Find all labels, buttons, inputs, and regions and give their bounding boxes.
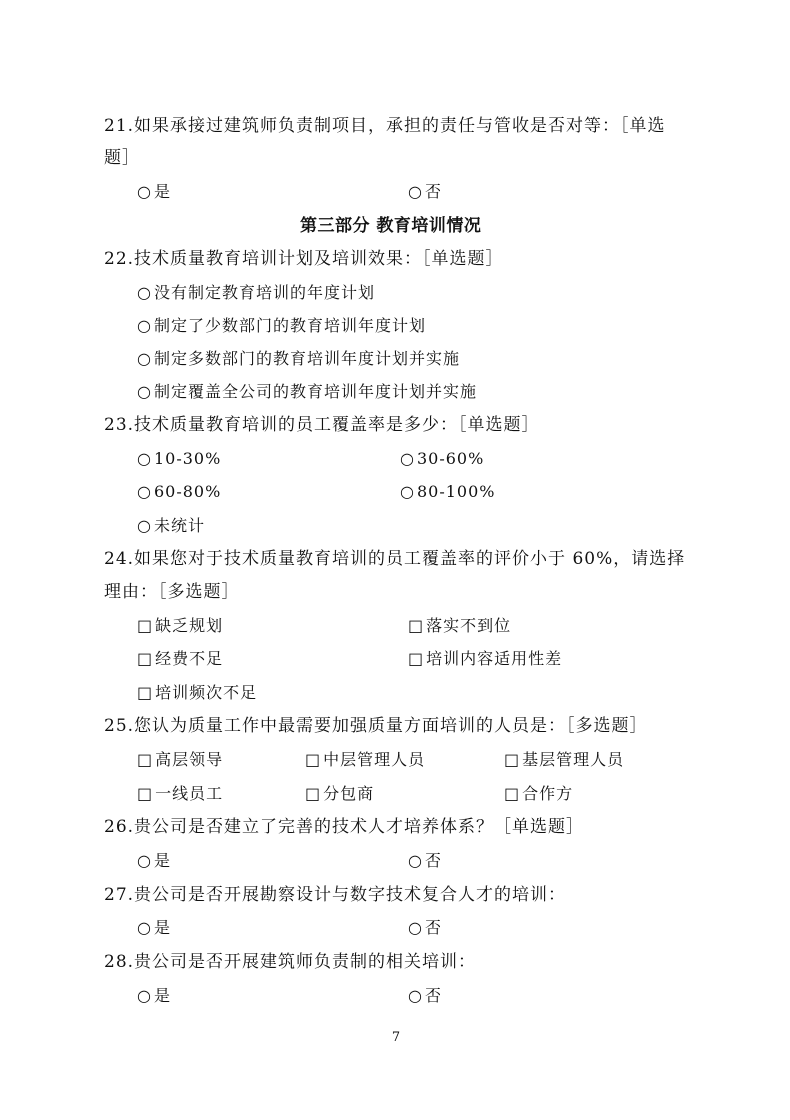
q24-option-c[interactable]: □ 经费不足 <box>137 647 223 671</box>
q24-option-d[interactable]: □ 培训内容适用性差 <box>408 647 562 671</box>
section-3-title: 第三部分 教育培训情况 <box>300 216 482 236</box>
checkbox-icon: □ <box>137 750 154 769</box>
q22-option-a[interactable]: ○ 没有制定教育培训的年度计划 <box>137 281 375 305</box>
q28-option-yes[interactable]: ○ 是 <box>137 984 171 1008</box>
radio-icon: ○ <box>408 182 423 201</box>
question-24-line1: 24.如果您对于技术质量教育培训的员工覆盖率的评价小于 60%，请选择 <box>104 549 686 569</box>
checkbox-icon: □ <box>137 616 154 635</box>
q25-option-c[interactable]: □ 基层管理人员 <box>504 748 624 772</box>
radio-icon: ○ <box>137 851 152 870</box>
question-25-text: 25.您认为质量工作中最需要加强质量方面培训的人员是：［多选题］ <box>104 716 648 736</box>
q24-option-e[interactable]: □ 培训频次不足 <box>137 681 257 705</box>
q28-option-no[interactable]: ○ 否 <box>408 984 442 1008</box>
radio-icon: ○ <box>137 449 152 468</box>
radio-icon: ○ <box>137 349 152 368</box>
question-23-text: 23.技术质量教育培训的员工覆盖率是多少：［单选题］ <box>104 415 540 435</box>
q27-option-yes[interactable]: ○ 是 <box>137 916 171 940</box>
radio-icon: ○ <box>408 918 423 937</box>
q25-option-b[interactable]: □ 中层管理人员 <box>305 748 425 772</box>
radio-icon: ○ <box>137 516 152 535</box>
checkbox-icon: □ <box>137 784 154 803</box>
radio-icon: ○ <box>408 851 423 870</box>
question-26-text: 26.贵公司是否建立了完善的技术人才培养体系？［单选题］ <box>104 817 585 837</box>
radio-icon: ○ <box>137 182 152 201</box>
question-22-text: 22.技术质量教育培训计划及培训效果：［单选题］ <box>104 249 504 269</box>
question-21-line1: 21.如果承接过建筑师负责制项目，承担的责任与管收是否对等：［单选 <box>104 116 666 136</box>
q25-option-d[interactable]: □ 一线员工 <box>137 782 223 806</box>
radio-icon: ○ <box>400 449 415 468</box>
q24-option-b[interactable]: □ 落实不到位 <box>408 614 511 638</box>
checkbox-icon: □ <box>305 784 322 803</box>
question-28-text: 28.贵公司是否开展建筑师负责制的相关培训： <box>104 952 477 972</box>
checkbox-icon: □ <box>408 616 425 635</box>
q23-option-c[interactable]: ○ 60-80% <box>137 480 221 504</box>
question-21-line2: 题］ <box>104 148 140 168</box>
q23-option-b[interactable]: ○ 30-60% <box>400 447 484 471</box>
q25-option-a[interactable]: □ 高层领导 <box>137 748 223 772</box>
radio-icon: ○ <box>137 316 152 335</box>
radio-icon: ○ <box>400 482 415 501</box>
question-24-line2: 理由：［多选题］ <box>104 582 240 602</box>
page-number: 7 <box>391 1030 401 1045</box>
q27-option-no[interactable]: ○ 否 <box>408 916 442 940</box>
q22-option-b[interactable]: ○ 制定了少数部门的教育培训年度计划 <box>137 314 426 338</box>
checkbox-icon: □ <box>137 683 154 702</box>
q25-option-e[interactable]: □ 分包商 <box>305 782 374 806</box>
radio-icon: ○ <box>137 986 152 1005</box>
radio-icon: ○ <box>408 986 423 1005</box>
checkbox-icon: □ <box>408 649 425 668</box>
question-27-text: 27.贵公司是否开展勘察设计与数字技术复合人才的培训： <box>104 885 567 905</box>
checkbox-icon: □ <box>305 750 322 769</box>
radio-icon: ○ <box>137 283 152 302</box>
q23-option-d[interactable]: ○ 80-100% <box>400 480 495 504</box>
q21-option-yes[interactable]: ○ 是 <box>137 180 171 204</box>
q26-option-yes[interactable]: ○ 是 <box>137 849 171 873</box>
q23-option-e[interactable]: ○ 未统计 <box>137 514 205 538</box>
q22-option-c[interactable]: ○ 制定多数部门的教育培训年度计划并实施 <box>137 347 460 371</box>
q22-option-d[interactable]: ○ 制定覆盖全公司的教育培训年度计划并实施 <box>137 380 477 404</box>
checkbox-icon: □ <box>504 784 521 803</box>
q26-option-no[interactable]: ○ 否 <box>408 849 442 873</box>
q24-option-a[interactable]: □ 缺乏规划 <box>137 614 223 638</box>
checkbox-icon: □ <box>504 750 521 769</box>
radio-icon: ○ <box>137 482 152 501</box>
radio-icon: ○ <box>137 918 152 937</box>
q23-option-a[interactable]: ○ 10-30% <box>137 447 221 471</box>
q21-option-no[interactable]: ○ 否 <box>408 180 442 204</box>
radio-icon: ○ <box>137 382 152 401</box>
checkbox-icon: □ <box>137 649 154 668</box>
q25-option-f[interactable]: □ 合作方 <box>504 782 573 806</box>
